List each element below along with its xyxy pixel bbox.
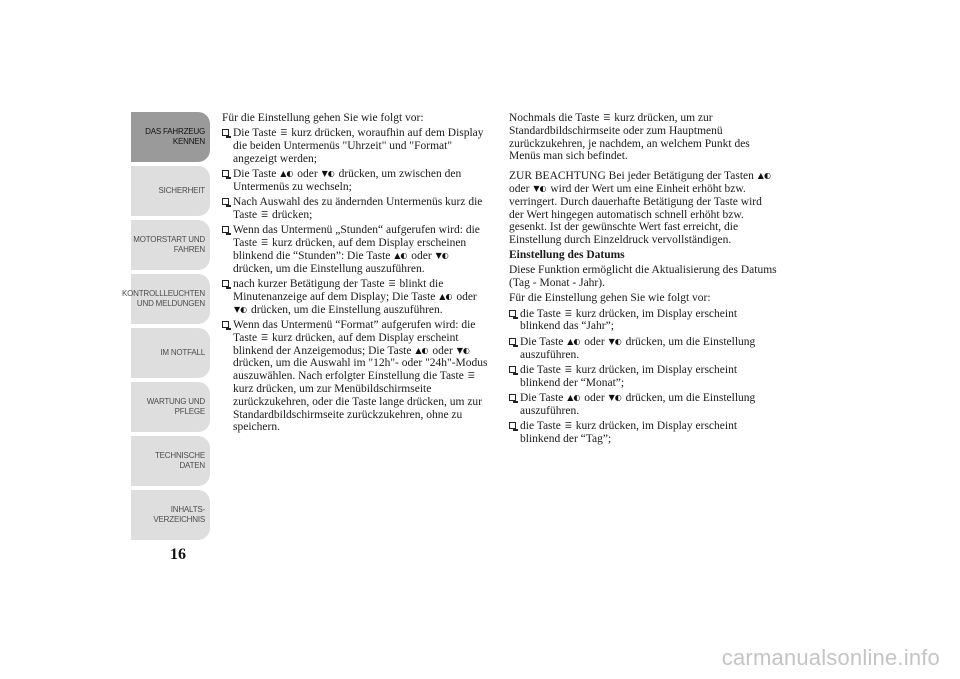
checkbox-bullet-icon [222, 321, 229, 328]
left-column [222, 112, 492, 437]
item-text: oder [584, 391, 605, 404]
page-number: 16 [170, 546, 186, 563]
up-button-icon: ▲◐ [394, 250, 408, 260]
checkbox-bullet-icon [509, 310, 516, 317]
list-item [509, 420, 779, 446]
list-item [222, 319, 492, 434]
item-text: die Taste [520, 420, 561, 433]
list-item [509, 336, 779, 362]
paragraph: Diese Funktion ermöglicht die Aktualisierung des Datums (Tag - Monat - Jahr). [509, 264, 777, 290]
item-text: kurz drücken, woraufhin auf dem Display die beiden Untermenüs "Uhrzeit" und "Format" angezeigt werden; [233, 127, 484, 165]
menu-button-icon: ☰ [564, 308, 572, 318]
list-item [222, 224, 492, 275]
tab-label: IM NOTFALL [160, 348, 205, 357]
paragraph: Für die Einstellung gehen Sie wie folgt vor: [509, 292, 711, 305]
item-text: kurz drücken, um zur Menübildschirmseite zurückzukehren, oder die Taste lange drücken, um zur Standardbildschirmseite zurückzukehren, ohne zu speichern. [233, 382, 483, 434]
list-item [222, 278, 492, 316]
checkbox-bullet-icon [509, 366, 516, 373]
item-text: nach kurzer Betätigung der Taste [233, 278, 385, 291]
item-text: oder [584, 335, 605, 348]
tab-das-fahrzeug-kennen[interactable] [131, 112, 210, 162]
menu-button-icon: ☰ [388, 279, 396, 289]
menu-button-icon: ☰ [260, 332, 269, 342]
list-item [222, 168, 492, 194]
menu-button-icon: ☰ [603, 113, 611, 122]
right-column [509, 112, 779, 448]
up-button-icon: ▲◐ [439, 291, 453, 301]
item-text: drücken; [272, 209, 313, 222]
item-text: drücken, um die Einstellung auszuführen. [251, 303, 443, 316]
item-text: die Taste [520, 363, 561, 376]
menu-button-icon: ☰ [260, 238, 269, 248]
up-button-icon: ▲◐ [567, 392, 581, 402]
menu-button-icon: ☰ [467, 371, 475, 381]
checkbox-bullet-icon [509, 338, 516, 345]
tab-motorstart-und-fahren[interactable] [131, 220, 210, 270]
paragraph-text: oder [509, 182, 530, 195]
down-button-icon: ▼◐ [533, 183, 547, 193]
down-button-icon: ▼◐ [234, 304, 248, 314]
tab-label: DAS FAHRZEUG KENNEN [145, 127, 205, 146]
item-text: kurz drücken, im Display erscheint blinkend der “Tag”; [520, 420, 738, 445]
checkbox-bullet-icon [222, 280, 229, 287]
item-text: oder [456, 290, 477, 303]
paragraph-text: Nochmals die Taste [509, 112, 600, 124]
item-text: oder [432, 344, 453, 357]
item-text: kurz drücken, im Display erscheint blinkend der “Monat”; [520, 363, 738, 389]
item-text: drücken, um die Auswahl im "12h"- oder "24h"-Modus auszuwählen. Nach erfolgter Einstellung die Taste [233, 357, 488, 383]
item-text: Die Taste [520, 335, 564, 348]
list-item [509, 392, 779, 418]
tab-label: SICHERHEIT [158, 186, 205, 195]
item-text: Nach Auswahl des zu ändernden Untermenüs kurz die Taste [233, 196, 483, 222]
up-button-icon: ▲◐ [415, 345, 429, 355]
tab-kontrollleuchten[interactable] [121, 274, 210, 324]
item-text: Wenn das Untermenü “Format” aufgerufen wird: die Taste [233, 318, 476, 344]
paragraph [509, 112, 779, 163]
tab-sicherheit[interactable] [131, 166, 210, 216]
item-text: drücken, um die Einstellung auszuführen. [233, 262, 425, 275]
item-text: kurz drücken, auf dem Display erscheint blinkend der Anzeigemodus; Die Taste [233, 331, 459, 357]
tab-wartung-und-pflege[interactable] [131, 382, 210, 432]
item-text: Die Taste [520, 391, 564, 404]
up-button-icon: ▲◐ [567, 336, 581, 346]
menu-button-icon: ☰ [280, 128, 288, 138]
paragraph-text: kurz drücken, um zur Standardbildschirmseite oder zum Hauptmenü zurückzukehren, je nachdem, an welchem Punkt des Menüs man sich befindet. [509, 112, 750, 163]
note-paragraph [509, 170, 779, 247]
list-item [509, 308, 779, 334]
item-text: die Taste [520, 307, 561, 320]
item-text: drücken, um zwischen den Untermenüs zu wechseln; [233, 168, 462, 193]
checkbox-bullet-icon [509, 394, 516, 401]
down-button-icon: ▼◐ [435, 250, 449, 260]
item-text: kurz drücken, auf dem Display erscheinen blinkend die “Stunden”: Die Taste [233, 237, 467, 262]
menu-button-icon: ☰ [564, 364, 572, 374]
item-text: drücken, um die Einstellung auszuführen. [520, 391, 756, 417]
watermark: carmanualsonline.info [721, 645, 940, 670]
tab-im-notfall[interactable] [131, 328, 210, 378]
tab-label: INHALTS- VERZEICHNIS [153, 505, 205, 524]
tab-label: KONTROLLLEUCHTEN UND MELDUNGEN [121, 289, 205, 308]
checkbox-bullet-icon [222, 170, 229, 177]
item-text: oder [411, 249, 432, 262]
down-button-icon: ▼◐ [608, 392, 622, 402]
checkbox-bullet-icon [509, 422, 516, 429]
item-text: Wenn das Untermenü „Stunden“ aufgerufen wird: die Taste [233, 224, 480, 250]
item-text: blinkt die Minutenanzeige auf dem Display; Die Taste [233, 278, 444, 303]
menu-button-icon: ☰ [564, 421, 572, 431]
tab-label: TECHNISCHE DATEN [154, 451, 205, 470]
down-button-icon: ▼◐ [608, 336, 622, 346]
menu-button-icon: ☰ [260, 210, 269, 220]
item-text: drücken, um die Einstellung auszuführen. [520, 335, 756, 361]
up-button-icon: ▲◐ [757, 171, 771, 181]
tab-inhaltsverzeichnis[interactable] [131, 490, 210, 540]
item-text: Die Taste [233, 168, 277, 181]
down-button-icon: ▼◐ [456, 345, 470, 355]
paragraph-text: ZUR BEACHTUNG Bei jeder Betätigung der Tasten [509, 170, 754, 183]
item-text: oder [297, 168, 318, 181]
tab-technische-daten[interactable] [131, 436, 210, 486]
up-button-icon: ▲◐ [280, 169, 294, 179]
item-text: Die Taste [233, 127, 277, 140]
checkbox-bullet-icon [222, 198, 229, 205]
intro-text: Für die Einstellung gehen Sie wie folgt vor: [222, 112, 424, 124]
tab-label: MOTORSTART UND FAHREN [133, 235, 205, 254]
section-heading: Einstellung des Datums [509, 249, 625, 262]
list-item [509, 364, 779, 390]
tab-label: WARTUNG UND PFLEGE [146, 397, 205, 416]
checkbox-bullet-icon [222, 226, 229, 233]
list-item [222, 196, 492, 222]
checkbox-bullet-icon [222, 129, 229, 136]
down-button-icon: ▼◐ [321, 169, 335, 179]
item-text: kurz drücken, im Display erscheint blinkend das “Jahr”; [520, 307, 738, 333]
paragraph-text: wird der Wert um eine Einheit erhöht bzw. verringert. Durch dauerhafte Betätigung der Taste wird der Wert hingegen automatisch schnell erhöht bzw. gesenkt. Ist der gewünschte Wert fast erreicht, die Einstellung durch Einzeldruck vervollständigen. [509, 182, 762, 247]
list-item [222, 127, 492, 165]
